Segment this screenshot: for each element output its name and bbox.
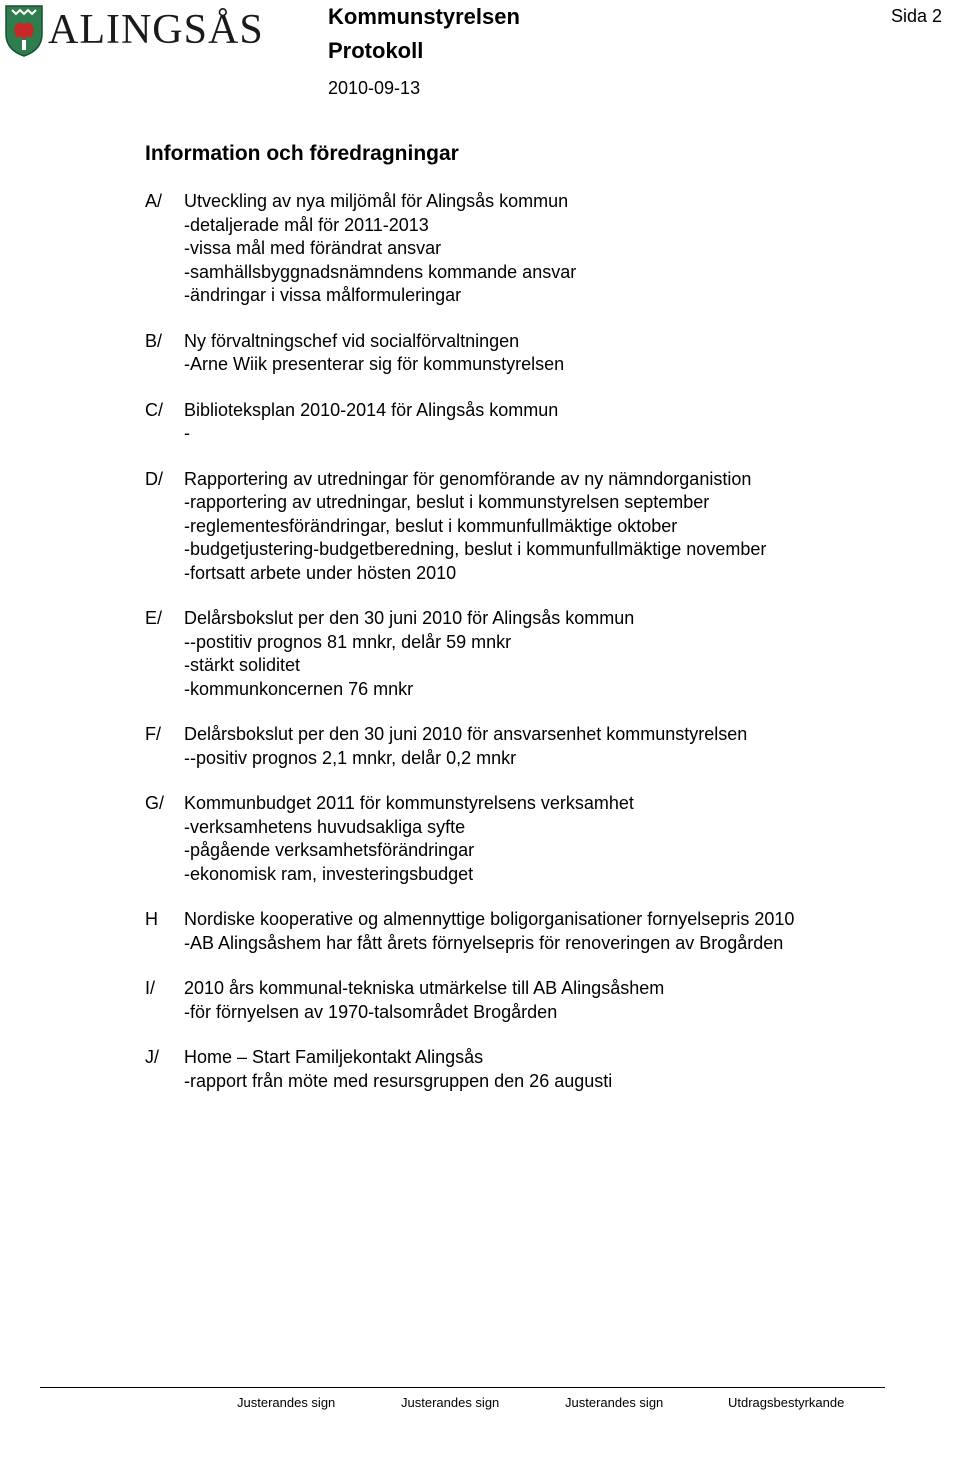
agenda-item [145, 607, 935, 701]
document-type: Protokoll [328, 38, 424, 63]
agenda-item-letter: H [145, 909, 158, 929]
agenda-item-detail: - [184, 423, 190, 443]
agenda-item-letter: I/ [145, 978, 156, 998]
agenda-item-text [184, 1046, 935, 1093]
agenda-item [145, 468, 935, 586]
page-number: Sida 2 [890, 6, 942, 26]
agenda-item-detail: -budgetjustering-budgetberedning, beslut i kommunfullmäktige november [184, 539, 767, 559]
agenda-item-heading: 2010 års kommunal-tekniska utmärkelse till AB Alingsåshem [184, 978, 665, 998]
agenda-item-detail: -stärkt soliditet [184, 655, 301, 675]
agenda-item-text [184, 908, 935, 955]
agenda-item-heading: Delårsbokslut per den 30 juni 2010 för ansvarsenhet kommunstyrelsen [184, 724, 748, 744]
agenda-item-letter: B/ [145, 330, 163, 351]
organization-name: Kommunstyrelsen [328, 4, 520, 29]
agenda-list [145, 190, 935, 1115]
agenda-item-heading: Home – Start Familjekontakt Alingsås [184, 1047, 484, 1067]
agenda-item [145, 190, 935, 308]
agenda-item-letter: G/ [145, 793, 165, 813]
agenda-item-detail: -kommunkoncernen 76 mnkr [184, 678, 414, 699]
signature-label: Justerandes sign [565, 1395, 664, 1410]
agenda-item [145, 1046, 935, 1093]
agenda-item-heading: Rapportering av utredningar för genomförande av ny nämndorganistion [184, 468, 752, 489]
agenda-item-detail: -vissa mål med förändrat ansvar [184, 238, 442, 258]
agenda-item-heading: Delårsbokslut per den 30 juni 2010 för Alingsås kommun [184, 608, 635, 628]
agenda-item-text [184, 330, 935, 377]
agenda-item-heading: Kommunbudget 2011 för kommunstyrelsens verksamhet [184, 793, 634, 813]
agenda-item [145, 399, 935, 446]
agenda-item [145, 908, 935, 955]
agenda-item-letter: J/ [145, 1047, 160, 1067]
meeting-date: 2010-09-13 [328, 78, 421, 98]
agenda-item [145, 723, 935, 770]
agenda-item-detail: --positiv prognos 2,1 mnkr, delår 0,2 mnkr [184, 747, 517, 768]
agenda-item-text [184, 977, 935, 1024]
agenda-item-letter: F/ [145, 724, 161, 744]
agenda-item-detail: -Arne Wiik presenterar sig för kommunstyrelsen [184, 354, 565, 374]
agenda-item-detail: -för förnyelsen av 1970-talsområdet Brogården [184, 1001, 558, 1022]
section-title: Information och föredragningar [145, 142, 459, 165]
agenda-item [145, 330, 935, 377]
agenda-item-detail: --postitiv prognos 81 mnkr, delår 59 mnkr [184, 631, 512, 652]
signature-label: Justerandes sign [401, 1395, 500, 1410]
agenda-item-text [184, 607, 935, 701]
agenda-item-detail: -rapportering av utredningar, beslut i kommunstyrelsen september [184, 492, 710, 512]
agenda-item-detail: -fortsatt arbete under hösten 2010 [184, 562, 457, 583]
agenda-item-heading: Utveckling av nya miljömål för Alingsås kommun [184, 191, 569, 211]
agenda-item-detail: -reglementesförändringar, beslut i kommunfullmäktige oktober [184, 515, 678, 536]
coat-of-arms-icon [4, 4, 44, 58]
agenda-item-letter: E/ [145, 608, 163, 628]
agenda-item-detail: -ekonomisk ram, investeringsbudget [184, 863, 474, 884]
agenda-item-letter: A/ [145, 191, 163, 211]
agenda-item-detail: -AB Alingsåshem har fått årets förnyelsepris för renoveringen av Brogården [184, 932, 784, 953]
agenda-item-text [184, 399, 935, 446]
logo-wordmark: ALINGSÅS [48, 7, 264, 53]
certification-label: Utdragsbestyrkande [728, 1395, 845, 1410]
agenda-item-detail: -detaljerade mål för 2011-2013 [184, 214, 429, 235]
signature-label: Justerandes sign [237, 1395, 336, 1410]
agenda-item-text [184, 468, 935, 586]
agenda-item-detail: -samhällsbyggnadsnämndens kommande ansvar [184, 261, 577, 282]
agenda-item-detail: -pågående verksamhetsförändringar [184, 840, 475, 860]
agenda-item [145, 977, 935, 1024]
agenda-item-heading: Biblioteksplan 2010-2014 för Alingsås kommun [184, 399, 559, 420]
agenda-item-detail: -ändringar i vissa målformuleringar [184, 285, 462, 305]
agenda-item-letter: C/ [145, 399, 163, 420]
agenda-item-heading: Ny förvaltningschef vid socialförvaltningen [184, 330, 520, 351]
footer-divider [40, 1387, 885, 1388]
agenda-item-letter: D/ [145, 468, 163, 489]
agenda-item-text [184, 792, 935, 886]
agenda-item-heading: Nordiske kooperative og almennyttige boligorganisationer fornyelsepris 2010 [184, 909, 795, 929]
agenda-item-detail: -rapport från möte med resursgruppen den 26 augusti [184, 1070, 613, 1091]
agenda-item [145, 792, 935, 886]
agenda-item-text [184, 190, 935, 308]
agenda-item-text [184, 723, 935, 770]
agenda-item-detail: -verksamhetens huvudsakliga syfte [184, 816, 466, 837]
municipality-logo [4, 4, 264, 62]
